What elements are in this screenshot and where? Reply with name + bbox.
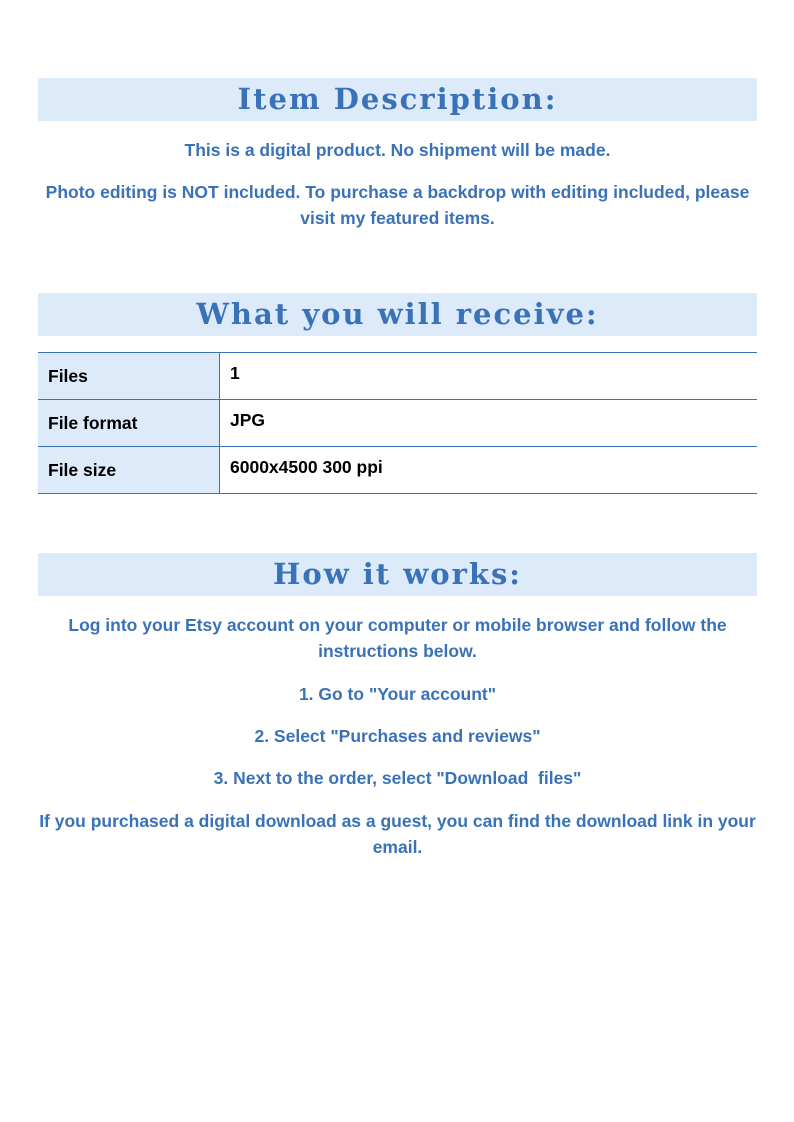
step-1: 1. Go to "Your account" (298, 684, 497, 704)
file-spec-table (38, 352, 757, 494)
files-value: 1 (230, 362, 240, 383)
file-format-value: JPG (230, 409, 266, 430)
files-label: Files (38, 353, 220, 400)
file-size-value-cell (220, 447, 758, 494)
digital-product-notice: This is a digital product. No shipment will be made. (184, 140, 611, 160)
file-size-value: 6000x4500 300 ppi (230, 456, 383, 477)
photo-editing-notice: Photo editing is NOT included. To purchase a backdrop with editing included, please visit my featured items. (45, 182, 750, 228)
table-row (38, 353, 757, 400)
step-3: 3. Next to the order, select "Download files" (213, 768, 582, 788)
item-description-title: Item Description: (237, 82, 558, 116)
instructions-intro: Log into your Etsy account on your computer or mobile browser and follow the instructions below. (68, 615, 727, 661)
file-size-label: File size (38, 447, 220, 494)
how-it-works-header (38, 553, 757, 596)
table-row (38, 447, 757, 494)
how-it-works-title: How it works: (272, 557, 523, 591)
item-description-header (38, 78, 757, 121)
file-format-label: File format (38, 400, 220, 447)
table-row (38, 400, 757, 447)
step-2: 2. Select "Purchases and reviews" (254, 726, 541, 746)
guest-download-note: If you purchased a digital download as a guest, you can find the download link in your email. (39, 811, 756, 857)
file-format-value-cell (220, 400, 758, 447)
receive-title: What you will receive: (196, 297, 599, 331)
receive-header (38, 293, 757, 336)
files-value-cell (220, 353, 758, 400)
